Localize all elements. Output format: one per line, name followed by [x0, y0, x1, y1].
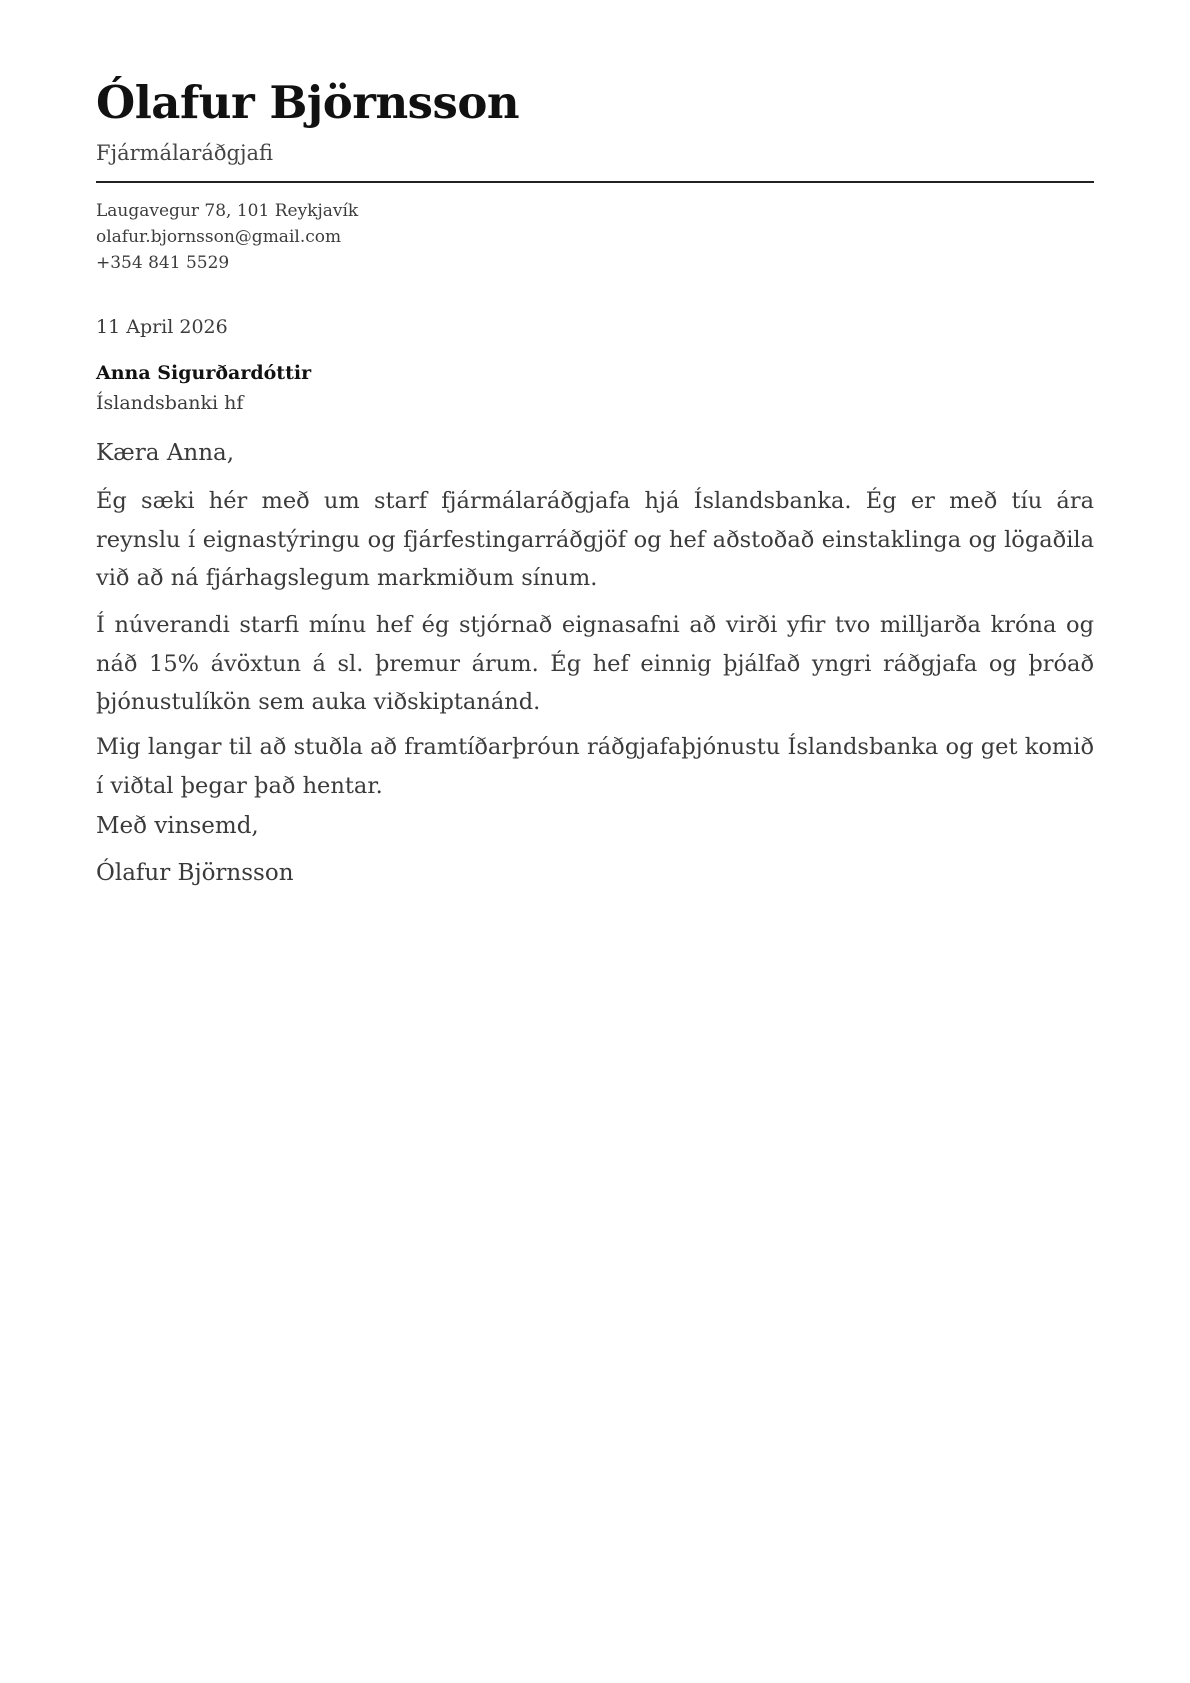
sender-name: Ólafur Björnsson: [96, 76, 520, 129]
body-paragraph: Mig langar til að stuðla að framtíðarþróun ráðgjafaþjónustu Íslandsbanka og get komið í viðtal þegar það hentar.: [96, 734, 1094, 799]
contact-phone: +354 841 5529: [96, 253, 230, 273]
letter-signature: Ólafur Björnsson: [96, 860, 294, 886]
sender-job-title: Fjármálaráðgjafi: [96, 141, 273, 165]
header-divider: [96, 181, 1094, 183]
body-paragraph: Í núverandi starfi mínu hef ég stjórnað eignasafni að virði yfir tvo milljarða króna og náð 15% ávöxtun á sl. þremur árum. Ég hef einnig þjálfað yngri ráðgjafa og þróað þjónustulíkön sem auka viðskiptanánd.: [96, 612, 1094, 715]
letter-greeting: Kæra Anna,: [96, 440, 235, 466]
recipient-company: Íslandsbanki hf: [96, 392, 244, 414]
contact-email: olafur.bjornsson@gmail.com: [96, 227, 342, 247]
recipient-name: Anna Sigurðardóttir: [96, 362, 312, 384]
letter-closing: Með vinsemd,: [96, 813, 259, 839]
body-paragraph: Ég sæki hér með um starf fjármálaráðgjafa hjá Íslandsbanka. Ég er með tíu ára reynslu í eignastýringu og fjárfestingarráðgjöf og hef aðstoðað einstaklinga og lögaðila við að ná fjárhagslegum markmiðum sínum.: [96, 488, 1094, 591]
recipient-block: [96, 358, 311, 418]
contact-block: [96, 198, 358, 276]
letter-date: 11 April 2026: [96, 316, 228, 338]
contact-address: Laugavegur 78, 101 Reykjavík: [96, 201, 359, 221]
